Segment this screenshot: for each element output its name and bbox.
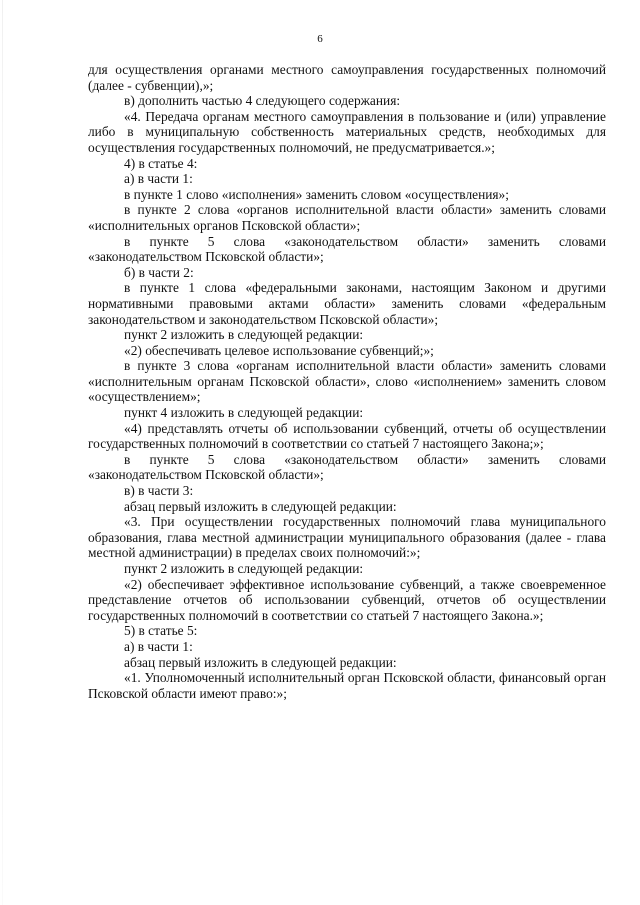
paragraph: в пункте 5 слова «законодательством области» заменить словами «законодательством Псковской области»; (88, 451, 606, 483)
paragraph: в пункте 3 слова «органам исполнительной власти области» заменить словами «исполнительным органам Псковской области», слово «исполнением» заменить словом «осуществлением»; (88, 358, 606, 405)
paragraph: «2) обеспечивать целевое использование субвенций;»; (124, 342, 434, 358)
paragraph: 4) в статье 4: (124, 155, 198, 171)
paragraph: «4) представлять отчеты об использовании субвенций, отчеты об осуществлении государственных полномочий в соответствии со статьей 7 настоящего Закона;»; (88, 420, 606, 452)
paragraph: в пункте 1 слово «исполнения» заменить словом «осуществления»; (124, 186, 509, 202)
paragraph: в) дополнить частью 4 следующего содержания: (124, 93, 401, 109)
paragraph: абзац первый изложить в следующей редакции: (124, 498, 397, 514)
page-number: 6 (317, 33, 323, 45)
paragraph: б) в части 2: (124, 264, 194, 280)
paragraph: а) в части 1: (124, 638, 193, 654)
paragraph: «2) обеспечивает эффективное использование субвенций, а также своевременное представление отчетов об использовании субвенций, отчетов об осуществлении государственных полномочий в соответствии со статьей 7 настоящего Закона.»; (88, 576, 606, 623)
paragraph: в) в части 3: (124, 483, 194, 499)
paragraph: «3. При осуществлении государственных полномочий глава муниципального образования, глава местной администрации муниципального образования (далее - глава местной администрации) в пределах своих полномочий:»; (88, 514, 606, 561)
paragraph: пункт 4 изложить в следующей редакции: (124, 405, 364, 421)
paragraph: «4. Передача органам местного самоуправления в пользование и (или) управление либо в муниципальную собственность материальных средств, необходимых для осуществления государственных полномочий, не предусматривается.»; (88, 108, 606, 155)
paragraph: пункт 2 изложить в следующей редакции: (124, 327, 364, 343)
scan-edge-shadow (2, 0, 3, 905)
paragraph: абзац первый изложить в следующей редакции: (124, 654, 397, 670)
paragraph: для осуществления органами местного самоуправления государственных полномочий (далее - субвенции),»; (88, 62, 606, 93)
paragraph: в пункте 2 слова «органов исполнительной власти области» заменить словами «исполнительных органов Псковской области»; (88, 202, 606, 233)
paragraph: в пункте 1 слова «федеральными законами, настоящим Законом и другими нормативными правовыми актами области» заменить словами «федеральным законодательством и законодательством Псковской области»; (88, 280, 606, 327)
paragraph: 5) в статье 5: (124, 623, 198, 639)
paragraph: пункт 2 изложить в следующей редакции: (124, 561, 364, 576)
paragraph: а) в части 1: (124, 171, 193, 187)
paragraph: «1. Уполномоченный исполнительный орган Псковской области, финансовый орган Псковской области имеют право:»; (88, 670, 606, 701)
paragraph: в пункте 5 слова «законодательством области» заменить словами «законодательством Псковской области»; (88, 233, 606, 265)
document-body (88, 62, 606, 701)
